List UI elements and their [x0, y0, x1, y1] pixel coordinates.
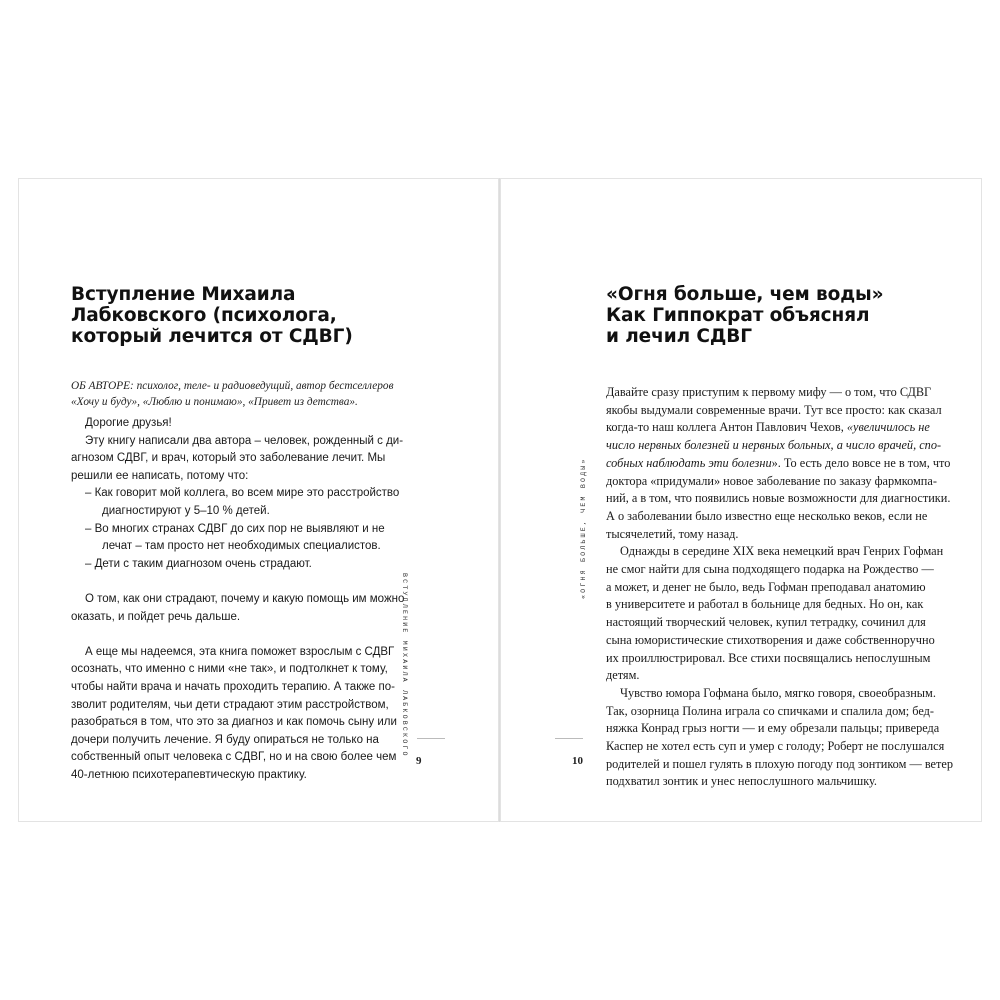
body-line: оказать, и пойдет речь дальше. — [71, 610, 241, 623]
body-line: дочери получить лечение. Я буду опираться не только на — [71, 733, 379, 746]
body-line: Чувство юмора Гофмана было, мягко говоря, своеобразным. — [620, 685, 936, 700]
body-line: разобраться в том, что это за диагноз и как помочь сыну или — [71, 716, 397, 729]
body-line: Так, озорница Полина играла со спичками и спалила дом; бед- — [606, 703, 934, 718]
body-line: родителей и пошел гулять в плохую погоду под зонтиком — ветер — [606, 756, 953, 771]
author-note — [71, 378, 393, 411]
heading-line: который лечится от СДВГ) — [71, 326, 353, 347]
running-head: «ОГНЯ БОЛЬШЕ, ЧЕМ ВОДЫ» — [580, 457, 587, 599]
body-line: их проиллюстрировал. Все стихи посвящались непослушным — [606, 650, 931, 665]
body-line: ний, а в том, что появились новые возможности для диагностики. — [606, 491, 951, 506]
bullet-item: лечат – там просто нет необходимых специалистов. — [102, 540, 381, 553]
body-line: а может, и денег не было, ведь Гофман преподавал анатомию — [606, 579, 926, 594]
author-note-text: психолог, теле- и радиоведущий, автор бестселлеров — [133, 380, 394, 392]
body-line: настоящий творческий человек, купил тетрадку, сочинил для — [606, 615, 926, 630]
bullet-item: – Как говорит мой коллега, во всем мире это расстройство — [85, 487, 400, 500]
body-line: О том, как они страдают, почему и какую помощь им можно — [85, 592, 405, 605]
body-line: в университете и работал в больнице для бедных. Но он, как — [606, 597, 924, 612]
page-number: 10 — [572, 755, 583, 767]
heading-line: и лечил СДВГ — [606, 326, 752, 347]
body-line: 40-летнюю психотерапевтическую практику. — [71, 768, 307, 781]
body-line: доктора «придумали» новое заболевание по заказу фармкомпа- — [606, 473, 937, 488]
body-line: зволит родителям, чьи дети страдают этим расстройством, — [71, 698, 389, 711]
author-note-text: «Хочу и буду», «Люблю и понимаю», «Привет из детства». — [71, 396, 358, 409]
bullet-item: – Дети с таким диагнозом очень страдают. — [85, 557, 312, 570]
heading-line: «Огня больше, чем воды» — [606, 284, 884, 305]
bullet-item: – Во многих странах СДВГ до сих пор не выявляют и не — [85, 522, 385, 535]
heading-line: Вступление Михаила — [71, 284, 296, 305]
body-line: Каспер не хотел есть суп и умер с голоду; Роберт не послушался — [606, 739, 945, 754]
author-note-label: ОБ АВТОРЕ: — [71, 380, 134, 392]
body-line: агнозом СДВГ, и врач, который это заболевание лечит. Мы — [71, 452, 386, 465]
intro-text — [71, 415, 404, 784]
greeting: Дорогие друзья! — [85, 417, 172, 429]
chapter-text — [606, 384, 953, 791]
heading-line: Лабковского (психолога, — [71, 305, 337, 326]
body-line: якобы выдумали современные врачи. Тут все просто: как сказал — [606, 402, 942, 417]
body-line: когда-то наш коллега Антон Павлович Чехов, — [606, 420, 847, 435]
body-line: чтобы найти врача и начать проходить терапию. А также по- — [71, 680, 395, 693]
heading-line: Как Гиппократ объяснял — [606, 305, 870, 326]
quote-text: «увеличилось не — [846, 420, 930, 435]
body-line: ». То есть дело вовсе не в том, что — [771, 455, 951, 470]
right-page — [500, 178, 982, 822]
folio-rule — [555, 738, 583, 739]
body-line: собственный опыт человека с СДВГ, но и на свою более чем — [71, 751, 397, 764]
bullet-item: диагностируют у 5–10 % детей. — [102, 504, 270, 517]
body-line: Эту книгу написали два автора – человек, рожденный с ди- — [85, 434, 404, 447]
body-line: решили ее написать, потому что: — [71, 469, 249, 482]
chapter-heading — [71, 284, 353, 347]
left-page — [18, 178, 499, 822]
running-head: ВСТУПЛЕНИЕ МИХАИЛА ЛАБКОВСКОГО — [401, 573, 408, 758]
folio-rule — [417, 738, 445, 739]
chapter-heading — [606, 284, 884, 347]
body-line: детям. — [606, 668, 640, 683]
body-line: тысячелетий, тому назад. — [606, 526, 739, 541]
body-line: не смог найти для сына подходящего подарка на Рождество — — [606, 562, 934, 577]
quote-text: собных наблюдать эти болезни — [606, 455, 772, 470]
body-line: Давайте сразу приступим к первому мифу — о том, что СДВГ — [606, 385, 932, 399]
body-line: А еще мы надеемся, эта книга поможет взрослым с СДВГ — [85, 645, 395, 658]
body-line: А о заболевании было известно еще несколько веков, если не — [606, 508, 928, 523]
quote-text: число нервных болезней и нервных больных, а число врачей, спо- — [606, 438, 942, 453]
body-line: сына юмористические стихотворения и даже собственноручно — [606, 632, 935, 647]
body-line: осознать, что именно с ними «не так», и подтолкнет к тому, — [71, 663, 388, 676]
page-number: 9 — [416, 755, 422, 767]
body-line: подхватил зонтик и унес непослушного мальчишку. — [606, 774, 877, 789]
body-line: Однажды в середине XIX века немецкий врач Генрих Гофман — [620, 544, 944, 559]
body-line: няжка Конрад грыз ногти — и ему обрезали пальцы; привереда — [606, 721, 940, 736]
